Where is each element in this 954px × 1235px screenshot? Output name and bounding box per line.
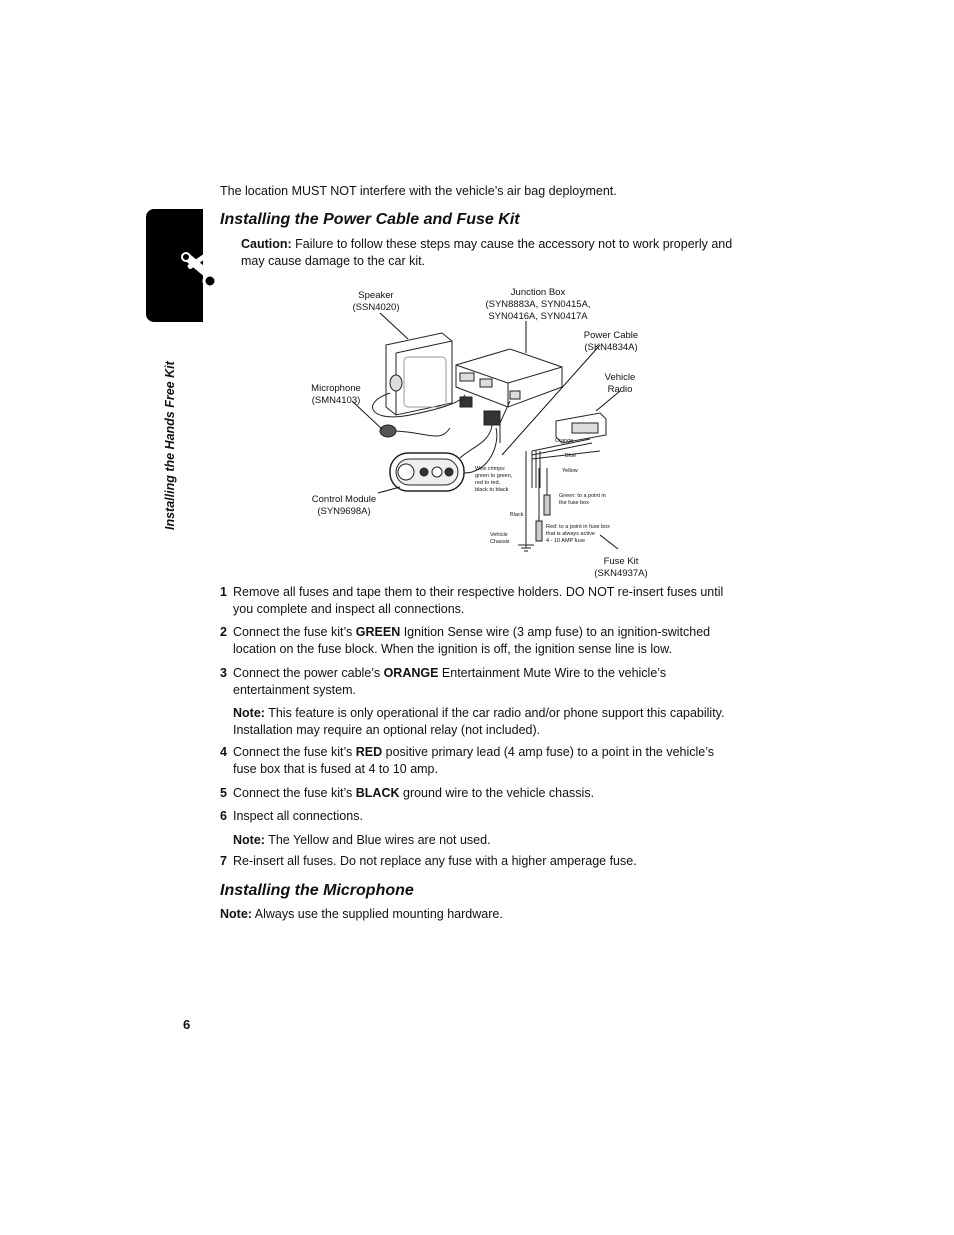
step-text: Remove all fuses and tape them to their respective holders. DO NOT re-insert fuses until you complete and inspect all connections.: [233, 585, 724, 616]
step-number: 4: [220, 745, 227, 759]
step-6: [220, 808, 735, 825]
junction-box-parts-2: SYN0416A, SYN0417A: [488, 311, 588, 322]
power-cable-name: Power Cable: [583, 330, 639, 341]
fuse-kit-name: Fuse Kit: [603, 556, 639, 567]
note-label: Note:: [233, 833, 265, 847]
vehicle-radio-line-1: Vehicle: [604, 372, 636, 383]
note-text: The Yellow and Blue wires are not used.: [264, 833, 491, 847]
microphone-part-number: (SMN4103): [311, 395, 361, 406]
wire-crimps-line-4: black to black: [475, 487, 509, 493]
red-note-line-1: Red: to a point in fuse box: [546, 524, 610, 530]
step-number: 7: [220, 854, 227, 868]
blue-wire-label: Blue: [565, 453, 577, 459]
control-module-name: Control Module: [311, 494, 377, 505]
step-2: [220, 624, 735, 658]
tools-icon: [180, 249, 220, 293]
control-module-label: [304, 494, 384, 518]
note-text: Always use the supplied mounting hardware.: [251, 907, 503, 921]
red-wire-note: [546, 524, 626, 545]
step-text: Connect the power cable’s: [233, 666, 384, 680]
step-5: [220, 785, 735, 802]
caution-paragraph: [241, 236, 735, 270]
caution-text: Failure to follow these steps may cause the accessory not to work properly and may cause damage to the car kit.: [241, 237, 733, 268]
step-text-cont: Ignition Sense wire (3 amp fuse) to an ignition-switched location on the fuse block. When the ignition is off, the ignition sense line is low.: [233, 625, 711, 656]
green-note-line-2: the fuse box: [559, 500, 589, 506]
speaker-part-number: (SSN4020): [352, 302, 400, 313]
vehicle-chassis-line-2: Chassis: [490, 539, 510, 545]
wire-crimps-note: [475, 466, 525, 494]
vehicle-radio-label: [596, 372, 644, 396]
section-tab: [146, 209, 203, 322]
step-emphasis: BLACK: [355, 786, 400, 800]
step-text: Re-insert all fuses. Do not replace any fuse with a higher amperage fuse.: [233, 854, 637, 868]
fuse-kit-part-number: (SKN4937A): [594, 568, 648, 579]
control-module-part-number: (SYN9698A): [317, 506, 371, 517]
power-cable-label: [574, 330, 648, 354]
red-note-line-2: that is always active: [546, 531, 595, 537]
black-wire-label: Black: [510, 512, 524, 518]
step-text: Connect the fuse kit’s: [233, 625, 356, 639]
speaker-label: [340, 290, 412, 314]
wire-crimps-line-1: Wire crimps:: [475, 466, 506, 472]
wire-crimps-line-2: green to green,: [475, 473, 513, 479]
step-emphasis: ORANGE: [383, 666, 439, 680]
vehicle-chassis-label: [490, 532, 520, 546]
yellow-wire-label: Yellow: [562, 468, 578, 474]
step-1: [220, 584, 735, 618]
step-text-cont: ground wire to the vehicle chassis.: [399, 786, 595, 800]
speaker-name: Speaker: [358, 290, 394, 301]
step-4: [220, 744, 735, 778]
step-3: [220, 665, 735, 699]
step-text: Inspect all connections.: [233, 809, 363, 823]
intro-text: The location MUST NOT interfere with the vehicle’s air bag deployment.: [220, 184, 617, 198]
vehicle-chassis-line-1: Vehicle: [490, 532, 508, 538]
note-text: This feature is only operational if the car radio and/or phone support this capability. Installation may require an optional relay (not included).: [233, 706, 725, 737]
note-optional-relay: [233, 705, 738, 739]
page-number: 6: [183, 1017, 191, 1032]
section-heading-power-cable: Installing the Power Cable and Fuse Kit: [220, 211, 520, 228]
junction-box-parts-1: (SYN8883A, SYN0415A,: [485, 299, 591, 310]
step-7: [220, 853, 735, 870]
wiring-diagram: [300, 283, 660, 583]
step-number: 1: [220, 585, 227, 599]
power-cable-part-number: (SKN4834A): [584, 342, 638, 353]
step-emphasis: RED: [355, 745, 383, 759]
fuse-kit-label: [586, 556, 656, 580]
green-wire-note: [559, 493, 629, 507]
note-label: Note:: [233, 706, 265, 720]
junction-box-name: Junction Box: [510, 287, 566, 298]
red-note-line-3: 4 - 10 AMP fuse: [546, 538, 586, 544]
microphone-label: [304, 383, 368, 407]
step-text-cont: Entertainment Mute Wire to the vehicle’s entertainment system.: [233, 666, 667, 697]
green-note-line-1: Green: to a point in: [559, 493, 606, 499]
step-number: 2: [220, 625, 227, 639]
sidebar-section-label: Installing the Hands Free Kit: [163, 361, 177, 530]
microphone-note: [220, 906, 735, 923]
step-number: 5: [220, 786, 227, 800]
step-number: 6: [220, 809, 227, 823]
step-text: Connect the fuse kit’s: [233, 786, 356, 800]
step-text-cont: positive primary lead (4 amp fuse) to a point in the vehicle’s fuse box that is fused at 4 to 10 amp.: [233, 745, 715, 776]
junction-box-label: [478, 287, 598, 323]
orange-wire-label: Orange: [555, 438, 574, 444]
caution-label: Caution:: [241, 237, 292, 251]
step-emphasis: GREEN: [355, 625, 401, 639]
note-label: Note:: [220, 907, 252, 921]
step-text: Connect the fuse kit’s: [233, 745, 356, 759]
section-heading-microphone: Installing the Microphone: [220, 882, 414, 899]
wire-crimps-line-3: red to red,: [475, 480, 501, 486]
step-number: 3: [220, 666, 227, 680]
note-unused-wires: [233, 832, 738, 849]
microphone-name: Microphone: [311, 383, 361, 394]
vehicle-radio-line-2: Radio: [607, 384, 633, 395]
